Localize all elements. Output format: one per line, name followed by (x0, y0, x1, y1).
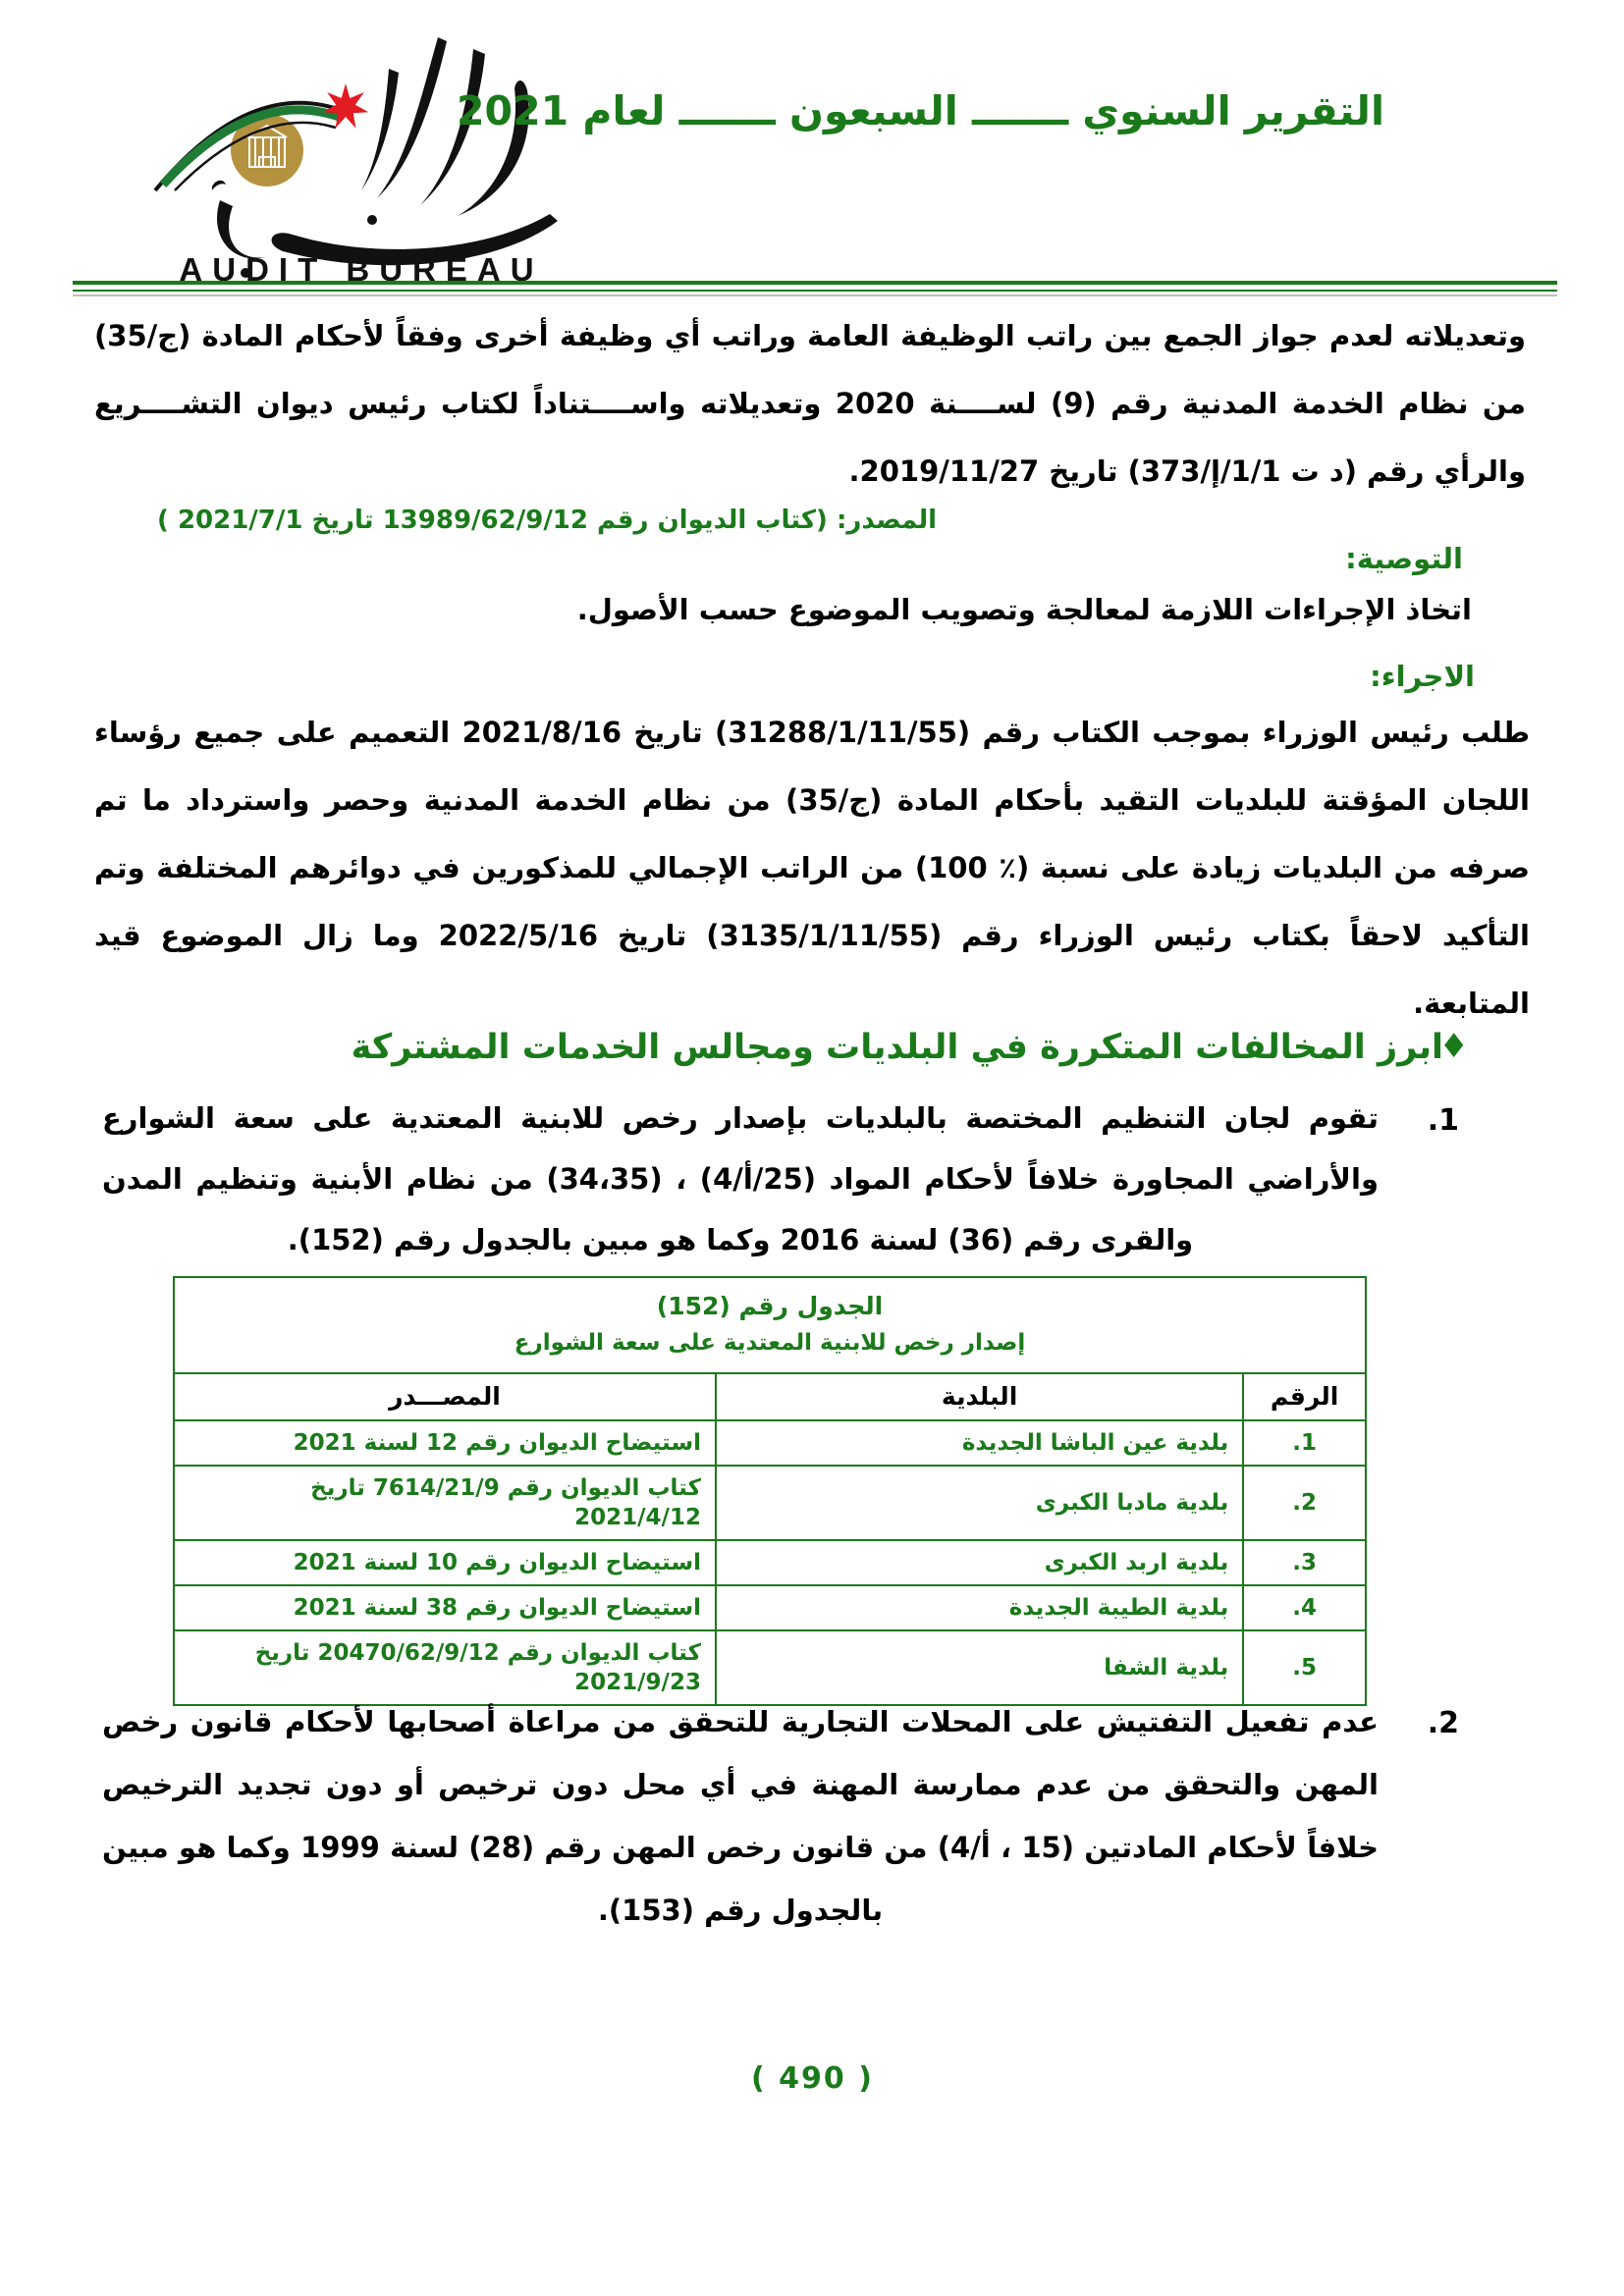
municipality-cell: بلدية الشفا (716, 1630, 1243, 1705)
row-number-cell: 2. (1243, 1466, 1366, 1540)
action-label: الاجراء: (1370, 660, 1475, 693)
row-number-cell: 5. (1243, 1630, 1366, 1705)
municipality-cell: بلدية اربد الكبرى (716, 1540, 1243, 1585)
header-divider-green (73, 281, 1557, 292)
source-line: المصدر: (كتاب الديوان رقم 13989/62/9/12 تاريخ 2021/7/1 ) (157, 506, 938, 535)
municipality-cell: بلدية الطيبة الجديدة (716, 1585, 1243, 1630)
row-number-cell: 1. (1243, 1420, 1366, 1466)
violation-item-2-number: 2. (1427, 1706, 1459, 1740)
col-header-number: الرقم (1243, 1373, 1366, 1420)
table-row (174, 1420, 1366, 1466)
source-cell: استيضاح الديوان رقم 10 لسنة 2021 (174, 1540, 716, 1585)
municipality-cell: بلدية مادبا الكبرى (716, 1466, 1243, 1540)
table-row (174, 1466, 1366, 1540)
col-header-municipality: البلدية (716, 1373, 1243, 1420)
source-cell: استيضاح الديوان رقم 12 لسنة 2021 (174, 1420, 716, 1466)
source-cell: كتاب الديوان رقم 7614/21/9 تاريخ 2021/4/12 (174, 1466, 716, 1540)
audit-bureau-logo (126, 31, 597, 298)
violation-item-2-text: عدم تفعيل التفتيش على المحلات التجارية للتحقق من مراعاة أصحابها لأحكام قانون رخص المهن والتحقق من عدم ممارسة المهنة في أي محل دون ترخيص أو دون تجديد الترخيص خلافاً لأحكام المادتين (15 ، أ/4) من قانون رخص المهن رقم (28) لسنة 1999 وكما هو مبين بالجدول رقم (153). (102, 1705, 1379, 1927)
recommendation-text: اتخاذ الإجراءات اللازمة لمعالجة وتصويب الموضوع حسب الأصول. (576, 593, 1472, 626)
section-heading: ابرز المخالفات المتكررة في البلديات ومجالس الخدمات المشتركة (351, 1028, 1443, 1067)
source-cell: استيضاح الديوان رقم 38 لسنة 2021 (174, 1585, 716, 1630)
violation-item-1-number: 1. (1427, 1103, 1459, 1138)
row-number-cell: 3. (1243, 1540, 1366, 1585)
intro-paragraph: وتعديلاته لعدم جواز الجمع بين راتب الوظيفة العامة وراتب أي وظيفة أخرى وفقاً لأحكام المادة (ج/35) من نظام الخدمة المدنية رقم (9) لســــنة 2020 وتعديلاته واســــتناداً لكتاب رئيس ديوان التشــــريع والرأي رقم (د ت 1/1/إ/373) تاريخ 2019/11/27. (94, 319, 1526, 488)
header-divider-shadow (73, 294, 1557, 296)
source-cell: كتاب الديوان رقم 20470/62/9/12 تاريخ 2021/9/23 (174, 1630, 716, 1705)
report-title: التقرير السنوي ـــــــ السبعون ـــــــ لعام 2021 (457, 87, 1384, 134)
table-title: الجدول رقم (152) (656, 1292, 884, 1320)
violation-item-1-text: تقوم لجان التنظيم المختصة بالبلديات بإصدار رخص للابنية المعتدية على سعة الشوارع والأراضي المجاورة خلافاً لأحكام المواد (25/أ/4) ، (34،35) من نظام الأبنية وتنظيم المدن والقرى رقم (36) لسنة 2016 وكما هو مبين بالجدول رقم (152). (102, 1101, 1379, 1256)
table-caption-row (174, 1277, 1366, 1373)
row-number-cell: 4. (1243, 1585, 1366, 1630)
recommendation-label: التوصية: (1345, 542, 1463, 575)
municipality-cell: بلدية عين الباشا الجديدة (716, 1420, 1243, 1466)
col-header-source: المصـــدر (174, 1373, 716, 1420)
table-header-row (174, 1373, 1366, 1420)
table-row (174, 1540, 1366, 1585)
diamond-bullet-icon: ♦ (1438, 1027, 1469, 1066)
table-subtitle: إصدار رخص للابنية المعتدية على سعة الشوارع (514, 1330, 1026, 1356)
table-row (174, 1585, 1366, 1630)
logo-graphic (126, 31, 597, 298)
audit-bureau-wordmark: AUDIT BUREAU (179, 251, 544, 288)
page-number: ( 490 ) (751, 2061, 874, 2096)
action-paragraph: طلب رئيس الوزراء بموجب الكتاب رقم (31288/1/11/55) تاريخ 2021/8/16 التعميم على جميع رؤساء اللجان المؤقتة للبلديات التقيد بأحكام المادة (ج/35) من نظام الخدمة المدنية وحصر واسترداد ما تم صرفه من البلديات زيادة على نسبة (٪ 100) من الراتب الإجمالي للمذكورين في دوائرهم المختلفة وتم التأكيد لاحقاً بكتاب رئيس الوزراء رقم (3135/1/11/55) تاريخ 2022/5/16 وما زال الموضوع قيد المتابعة. (94, 716, 1531, 1020)
violations-table (173, 1276, 1367, 1706)
